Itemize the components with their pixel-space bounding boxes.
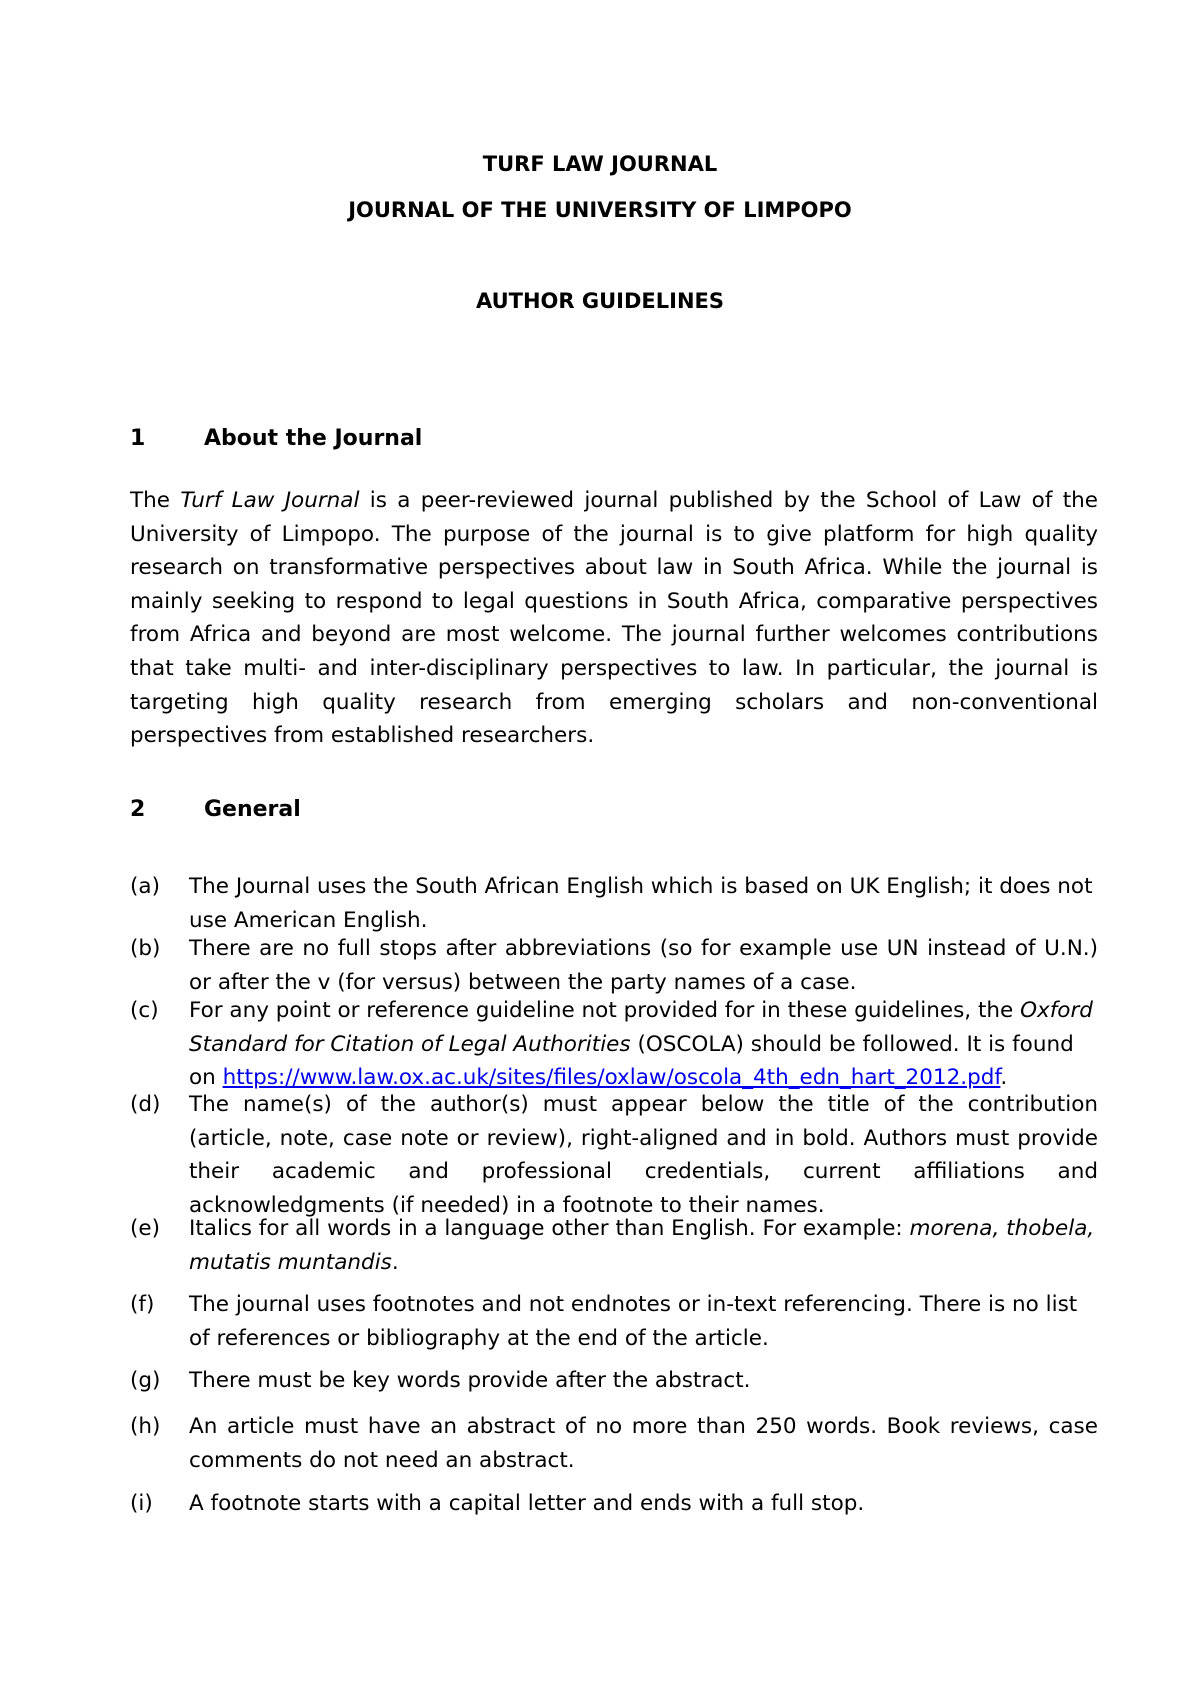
item-label: (i) [130, 1491, 153, 1516]
item-text-part: Italics for all words in a language other than English. For example: [189, 1216, 910, 1241]
journal-title: TURF LAW JOURNAL [482, 152, 718, 176]
item-label: (f) [130, 1292, 155, 1317]
guideline-item-d [130, 1088, 1098, 1222]
journal-name-italic: Turf Law Journal [180, 488, 360, 513]
section-number: 2 [130, 797, 146, 822]
item-label: (h) [130, 1414, 161, 1439]
journal-subtitle: JOURNAL OF THE UNIVERSITY OF LIMPOPO [348, 198, 852, 222]
item-text: The journal uses footnotes and not endnotes or in-text referencing. There is no list of references or bibliography at the end of the article. [189, 1292, 1078, 1351]
oscola-link[interactable]: https://www.law.ox.ac.uk/sites/files/oxlaw/oscola_4th_edn_hart_2012.pdf [222, 1065, 1001, 1091]
section-title: General [204, 797, 301, 822]
guideline-item-i [130, 1487, 1098, 1521]
guideline-item-h [130, 1410, 1098, 1477]
item-text: An article must have an abstract of no more than 250 words. Book reviews, case comments do not need an abstract. [189, 1414, 1098, 1473]
section-title: About the Journal [204, 426, 423, 451]
section-heading-about [130, 426, 422, 451]
item-text: The name(s) of the author(s) must appear below the title of the contribution (article, note, case note or review), right-aligned and in bold. Authors must provide their academic and professional credentials, current affiliations and acknowledgments (if needed) in a footnote to their names. [189, 1092, 1098, 1218]
item-text: The Journal uses the South African English which is based on UK English; it does not use American English. [189, 874, 1093, 933]
guideline-item-a [130, 870, 1098, 937]
item-text: There are no full stops after abbreviations (so for example use UN instead of U.N.) or after the v (for versus) between the party names of a case. [189, 936, 1098, 995]
guideline-item-c [130, 994, 1098, 1095]
guideline-item-f [130, 1288, 1098, 1355]
item-text [189, 1212, 1098, 1279]
item-text-part: . [1000, 1065, 1008, 1091]
item-label: (e) [130, 1216, 161, 1241]
item-text [189, 994, 1098, 1095]
guideline-item-g [130, 1364, 1098, 1398]
section-heading-general [130, 797, 301, 822]
item-label: (c) [130, 998, 159, 1023]
guideline-item-e [130, 1212, 1098, 1279]
item-label: (g) [130, 1368, 161, 1393]
item-label: (b) [130, 936, 161, 961]
foreign-words-italic: morena, thobela, mutatis muntandis [189, 1216, 1095, 1275]
item-text: There must be key words provide after the abstract. [189, 1368, 751, 1393]
item-label: (a) [130, 874, 160, 899]
item-text-part: . [391, 1249, 399, 1275]
oscola-title-italic: Oxford Standard for Citation of Legal Authorities [189, 998, 1093, 1057]
item-text: A footnote starts with a capital letter and ends with a full stop. [189, 1491, 865, 1516]
item-text-part: For any point or reference guideline not provided for in these guidelines, the [189, 998, 1021, 1023]
about-paragraph [130, 484, 1098, 753]
paragraph-text: The [130, 488, 181, 513]
doc-title: AUTHOR GUIDELINES [475, 289, 724, 313]
item-label: (d) [130, 1092, 161, 1117]
item-text-part: (OSCOLA) should be followed. It is found on [189, 1031, 1074, 1091]
section-number: 1 [130, 426, 146, 451]
guideline-item-b [130, 932, 1098, 999]
paragraph-text: is a peer-reviewed journal published by the School of Law of the University of Limpopo. The purpose of the journal is to give platform for high quality research on transformative perspectives about law in South Africa. While the journal is mainly seeking to respond to legal questions in South Africa, comparative perspectives from Africa and beyond are most welcome. The journal further welcomes contributions that take multi- and inter-disciplinary perspectives to law. In particular, the journal is targeting high quality research from emerging scholars and non-conventional perspectives from established researchers. [130, 488, 1098, 749]
